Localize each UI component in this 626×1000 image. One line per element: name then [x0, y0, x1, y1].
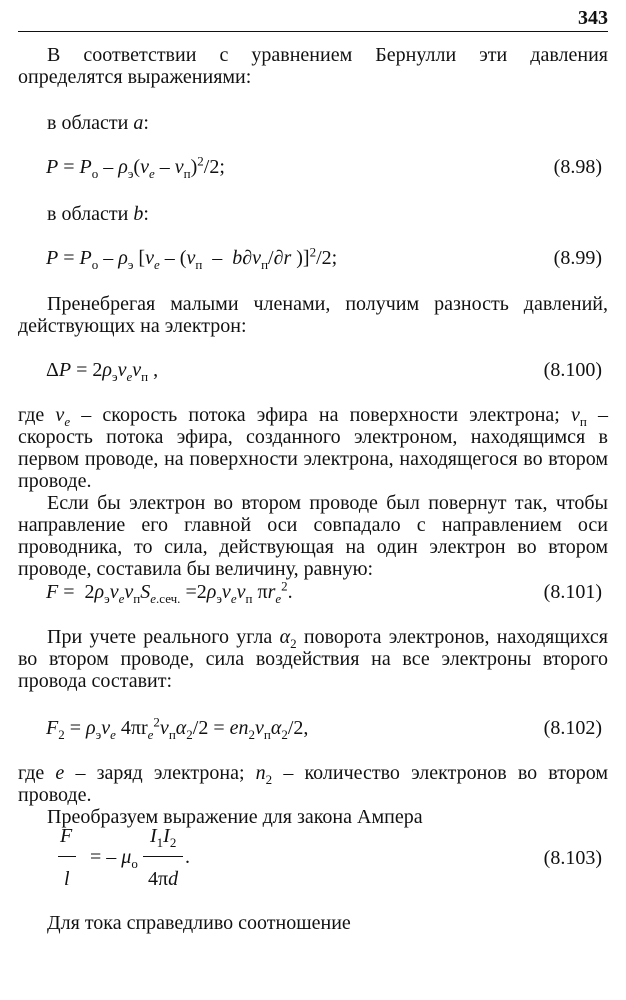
equation-8-99: $P = P_о - \rho_э$ [$v_e - (v_п - b\partial v_п/\partial r$ )]$^2$/2; [46, 244, 338, 272]
paragraph-2 [18, 293, 608, 337]
paragraph-8-text: Для тока справедливо соотношение [47, 912, 351, 934]
paragraph-8 [18, 912, 608, 934]
equation-number-8-98: (8.98) [553, 156, 602, 178]
page-number: 343 [578, 7, 608, 29]
paragraph-4-text: Если бы электрон во втором проводе был повернут так, чтобы направление его главной оси совпадало с направлением оси проводника, то сила, действующая на один электрон во втором проводе, составила бы величину, равную: [18, 492, 608, 580]
equation-8-98: $P = P_о - \rho_э(v_e - v_п)^2/2$; [46, 153, 225, 181]
equation-number-8-99: (8.99) [553, 247, 602, 269]
book-page: 343 В соответствии с уравнением Бернулли эти давления определятся выражениями: в области a: $P = P_о - \rho_э(v_e - v_п)^2/2$; (8.98) в области b: $P = P_о - \rho_э$ [$v_e - (v_п - b\partial v_п/\partial r$ )]$^2$/2; (8.99) Пренебрегая малыми членами, получим разность давлений, действующих на электрон: $\Delta P = 2\rho_эv_ev_п$ , (8.100) где $v_e$ – скорость потока эфира на поверхности электрона; $v_п$ – скорость потока эфира, созданного электроном, находящимся в первом проводе, на поверхности электрона, находящегося во втором проводе. Если бы электрон во втором проводе был повернут так, чтобы направление его главной оси совпадало с направлением оси проводника, то сила, действующая на один электрон во втором проводе, составила бы величину, равную: $F = 2\rho_эv_ev_пS_{e.сеч.} =2\rho_эv_ev_п$ $\pi r_e^2$. (8.101) При учете реального угла $\alpha_2$ поворота электронов, находящихся во втором проводе, сила воздействия на все электроны второго провода составит: $F_2 = \rho_эv_e$ $4\pi r_e^2v_п\alpha_2/2 = en_2v_п\alpha_2/2$, (8.102) где e – заряд электрона; $n_2$ – количество электронов во втором проводе. Преобразуем выражение для закона Ампера F l = – $\mu_о$ $I_1I_2$ . 4πd (8.103) Для тока справедливо соотношение [18, 7, 609, 934]
paragraph-3-text: где $v_e$ – скорость потока эфира на поверхности электрона; $v_п$ – скорость потока эфира, созданного электроном, находящимся в первом проводе, на поверхности электрона, находящегося во втором проводе. [18, 404, 609, 492]
paragraph-6-text: где e – заряд электрона; $n_2$ – количество электронов во втором проводе. [18, 762, 609, 806]
paragraph-7-text: Преобразуем выражение для закона Ампера [47, 806, 423, 828]
region-b-caption: в области b: [47, 203, 149, 225]
header-rule [18, 31, 608, 32]
paragraph-3 [18, 404, 608, 580]
paragraph-5-text: При учете реального угла $\alpha_2$ поворота электронов, находящихся во втором проводе, сила воздействия на все электроны второго провода составит: [18, 626, 608, 692]
equation-8-101: $F = 2\rho_эv_ev_пS_{e.сеч.} =2\rho_эv_ev_п$ $\pi r_e^2$. [46, 578, 293, 606]
paragraph-6 [18, 762, 608, 828]
equation-8-102: $F_2 = \rho_эv_e$ $4\pi r_e^2v_п\alpha_2/2 = en_2v_п\alpha_2/2$, [46, 714, 309, 742]
paragraph-2-text: Пренебрегая малыми членами, получим разность давлений, действующих на электрон: [18, 293, 608, 337]
region-a-caption: в области a: [47, 112, 149, 134]
equation-number-8-101: (8.101) [543, 581, 602, 603]
paragraph-1 [18, 44, 608, 88]
equation-number-8-100: (8.100) [543, 359, 602, 381]
paragraph-1-text: В соответствии с уравнением Бернулли эти давления определятся выражениями: [18, 44, 608, 88]
equation-number-8-103: (8.103) [543, 847, 602, 869]
paragraph-5 [18, 626, 608, 692]
equation-8-100: $\Delta P = 2\rho_эv_ev_п$ , [46, 359, 159, 384]
equation-number-8-102: (8.102) [543, 717, 602, 739]
